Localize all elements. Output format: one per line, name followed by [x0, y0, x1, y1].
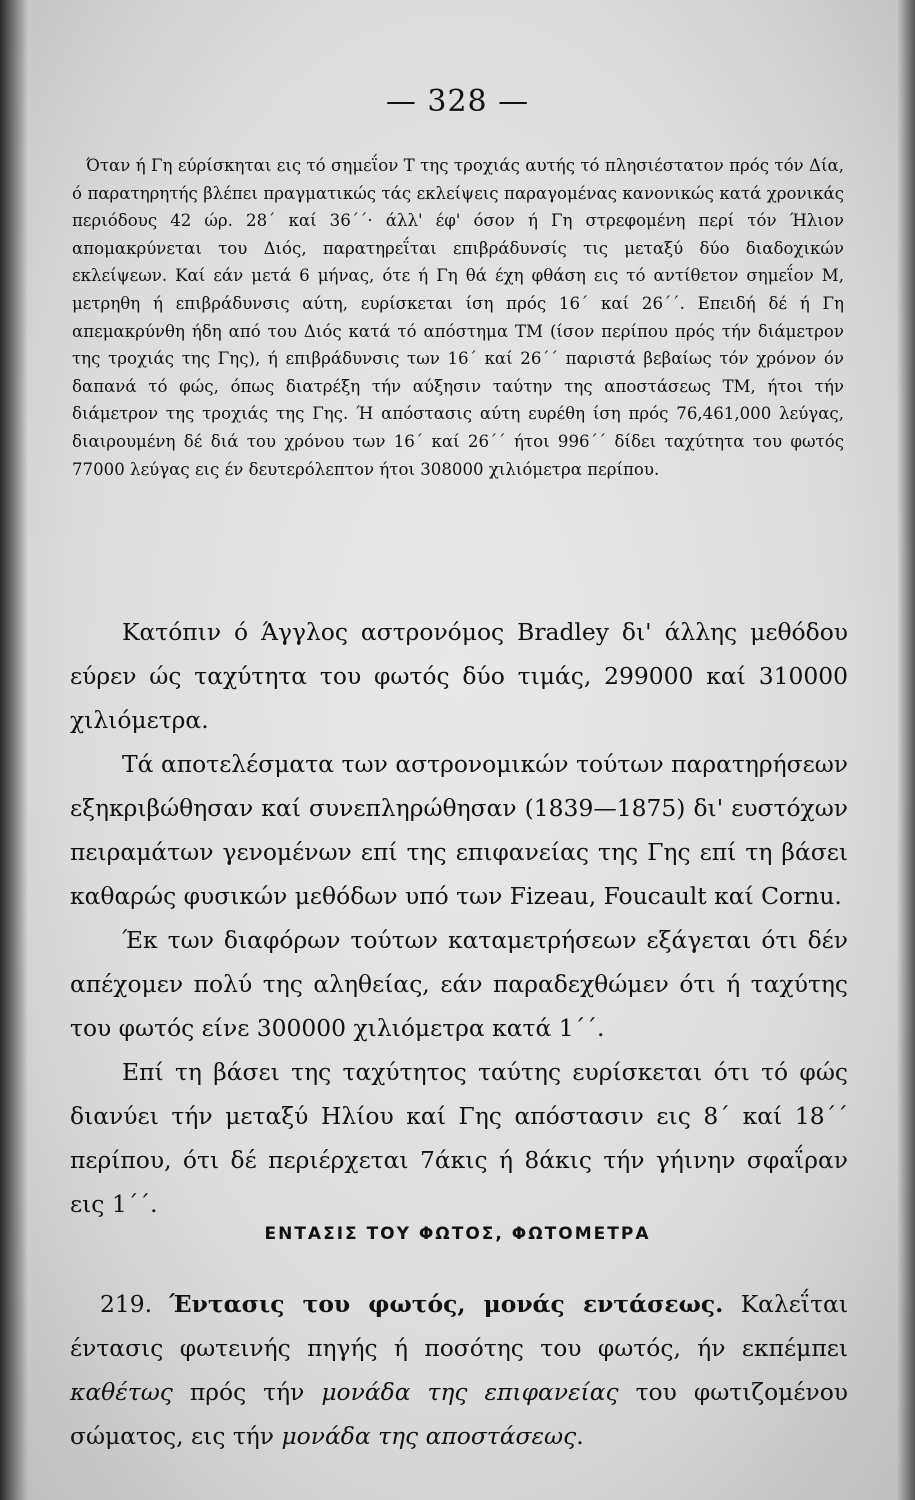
page-right-edge-shadow	[897, 0, 915, 1500]
section-heading: ΕΝΤΑΣΙΣ ΤΟΥ ΦΩΤΟΣ, ΦΩΤΟΜΕΤΡΑ	[264, 1224, 651, 1244]
page-left-edge-shadow	[0, 0, 28, 1500]
article-text-b: πρός τήν	[172, 1378, 322, 1406]
article-paragraph	[70, 1282, 848, 1458]
article-number: 219.	[100, 1290, 153, 1318]
article-text-c: του φωτιζομένου σώματος, εις τήν	[70, 1378, 848, 1450]
paragraph-bradley: Κατόπιν ό Άγγλος αστρονόμος Bradley δι' άλλης μεθόδου εύρεν ώς ταχύτητα του φωτός δύο τιμάς, 299000 καί 310000 χιλιόμετρα.	[70, 618, 848, 734]
article-text-a: Καλεΐται έντασις φωτεινής πηγής ή ποσότης του φωτός, ήν εκπέμπει	[70, 1290, 848, 1362]
paragraph-sun-earth-time: Επί τη βάσει της ταχύτητος ταύτης ευρίσκεται ότι τό φώς διανύει τήν μεταξύ Ηλίου καί Γης απόστασιν εις 8΄ καί 18΄΄ περίπου, ότι δέ περιέρχεται 7άκις ή 8άκις τήν γήινην σφαΐραν εις 1΄΄.	[70, 1058, 848, 1218]
article-emphasis-b: μονάδα της επιφανείας	[321, 1378, 619, 1406]
page-number: — 328 —	[385, 84, 530, 119]
small-print-paragraph-block	[72, 152, 844, 483]
small-print-paragraph: Όταν ή Γη εύρίσκηται εις τό σημεΐον Τ της τροχιάς αυτής τό πλησιέστατον πρός τόν Δία, ό παρατηρητής βλέπει πραγματικώς τάς εκλείψεις παραγομένας κανονικώς κατά χρονικάς περιόδους 42 ώρ. 28΄ καί 36΄΄· άλλ' έφ' όσον ή Γη στρεφομένη περί τόν Ήλιον απομακρύνεται του Διός, παρατηρεΐται επιβράδυνσίς τις μεταξύ δύο διαδοχικών εκλείψεων. Καί εάν μετά 6 μήνας, ότε ή Γη θά έχη φθάση εις τό αντίθετον σημεΐον Μ, μετρηθη ή επιβράδυνσις αύτη, ευρίσκεται ίση πρός 16΄ καί 26΄΄. Επειδή δέ ή Γη απεμακρύνθη ήδη από του Διός κατά τό απόστημα ΤΜ (ίσον περίπου πρός τήν διάμετρον της τροχιάς της Γης), ή επιβράδυνσις των 16΄ καί 26΄΄ παριστά βεβαίως τόν χρόνον όν δαπανά τό φώς, όπως διατρέξη τήν αύξησιν ταύτην της αποστάσεως ΤΜ, ήτοι τήν διάμετρον της τροχιάς της Γης. Ή απόστασις αύτη ευρέθη ίση πρός 76,461,000 λεύγας, διαιρουμένη δέ διά του χρόνου των 16΄ καί 26΄΄ ήτοι 996΄΄ δίδει ταχύτητα του φωτός 77000 λεύγας εις έν δευτερόλεπτον ήτοι 308000 χιλιόμετρα περίπου.	[72, 156, 844, 479]
article-emphasis-a: καθέτως	[70, 1378, 173, 1406]
article-emphasis-c: μονάδα της αποστάσεως	[281, 1422, 577, 1450]
article-text-d: .	[576, 1422, 584, 1450]
main-text-block	[70, 610, 848, 1226]
paragraph-conclusion: Έκ των διαφόρων τούτων καταμετρήσεων εξάγεται ότι δέν απέχομεν πολύ της αληθείας, εάν παραδεχθώμεν ότι ή ταχύτης του φωτός είνε 300000 χιλιόμετρα κατά 1΄΄.	[70, 926, 848, 1042]
paragraph-experiments: Τά αποτελέσματα των αστρονομικών τούτων παρατηρήσεων εξηκριβώθησαν καί συνεπληρώθησαν (1839—1875) δι' ευστόχων πειραμάτων γενομένων επί της επιφανείας της Γης επί τη βάσει καθαρώς φυσικών μεθόδων υπό των Fizeau, Foucault καί Cornu.	[70, 750, 848, 910]
article-title: Έντασις του φωτός, μονάς εντάσεως.	[169, 1290, 724, 1318]
article-219	[70, 1282, 848, 1458]
